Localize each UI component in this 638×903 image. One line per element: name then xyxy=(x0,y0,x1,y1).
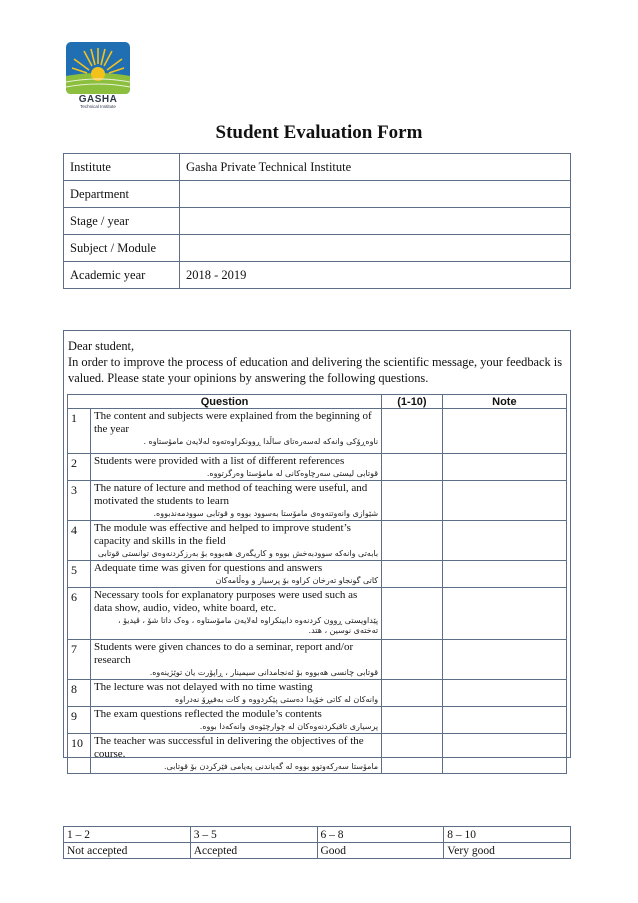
intro-greeting: Dear student, xyxy=(68,339,135,353)
info-value[interactable]: 2018 - 2019 xyxy=(180,262,571,289)
page-title: Student Evaluation Form xyxy=(215,122,423,143)
question-text-ku: وانەکان لە کاتی خۆیدا دەستی پێکردووە و کات بەفیڕۆ نەدراوە xyxy=(175,695,379,704)
info-value[interactable] xyxy=(180,235,571,262)
question-text-en: The nature of lecture and method of teaching were useful, and motivated the students to learn xyxy=(93,482,368,507)
score-cell[interactable] xyxy=(382,640,443,680)
question-text-en: Necessary tools for explanatory purposes were used such as data show, audio, video, white board, etc. xyxy=(93,589,358,614)
question-number: 5 xyxy=(68,561,91,588)
info-label: Institute xyxy=(64,154,180,181)
scale-label: Accepted xyxy=(190,843,317,859)
logo-subtitle: Technical Institute xyxy=(80,104,116,109)
info-label: Department xyxy=(64,181,180,208)
question-text-ku: قوتابی لیستی سەرچاوەکانی لە مامۆستا وەرگرتووە. xyxy=(206,469,379,478)
note-cell[interactable] xyxy=(442,521,566,561)
question-cell xyxy=(90,707,381,734)
logo-name: GASHA xyxy=(78,94,118,105)
question-row xyxy=(68,734,567,774)
question-text-en: The module was effective and helped to improve student’s capacity and skills in the field xyxy=(93,522,351,547)
question-text-ku: پرسیاری تاقیکردنەوەکان لە چوارچێوەی وانەکەدا بووە. xyxy=(199,722,379,731)
question-text-en: The content and subjects were explained from the beginning of the year xyxy=(93,410,372,435)
score-cell[interactable] xyxy=(382,734,443,774)
scale-range: 3 – 5 xyxy=(190,827,317,843)
question-text-ku: کاتی گونجاو تەرخان کراوە بۆ پرسیار و وەڵامەکان xyxy=(215,576,379,585)
institute-logo xyxy=(62,40,134,122)
question-number: 4 xyxy=(68,521,91,561)
question-cell xyxy=(90,481,381,521)
info-row xyxy=(64,208,571,235)
question-text-ku: ناوەڕۆکی وانەکە لەسەرەتای ساڵدا ڕوونکراوەتەوە لەلایەن مامۆستاوە . xyxy=(143,437,379,446)
scale-label: Not accepted xyxy=(64,843,191,859)
intro-text xyxy=(68,338,564,386)
question-text-ku: پێداویستی ڕوون کردنەوە دابینکراوە لەلایەن مامۆستاوە ، وەک داتا شۆ ، ڤیدیۆ ، تەختەی نوسین ، هتد. xyxy=(117,616,379,635)
question-cell xyxy=(90,561,381,588)
question-row xyxy=(68,481,567,521)
question-number: 1 xyxy=(68,409,91,454)
score-header: (1-10) xyxy=(382,395,443,409)
info-label: Stage / year xyxy=(64,208,180,235)
scale-label: Good xyxy=(317,843,444,859)
note-cell[interactable] xyxy=(442,680,566,707)
question-row xyxy=(68,561,567,588)
note-cell[interactable] xyxy=(442,588,566,640)
question-text-en: Students were provided with a list of different references xyxy=(93,455,345,467)
score-cell[interactable] xyxy=(382,409,443,454)
question-row xyxy=(68,707,567,734)
info-row xyxy=(64,235,571,262)
question-text-en: The teacher was successful in delivering the objectives of the course. xyxy=(93,735,364,760)
info-label: Academic year xyxy=(64,262,180,289)
question-row xyxy=(68,588,567,640)
score-cell[interactable] xyxy=(382,588,443,640)
scale-range: 1 – 2 xyxy=(64,827,191,843)
question-text-ku: شێوازی وانەوتنەوەی مامۆستا بەسوود بووە و قوتابی سوودمەندبووە. xyxy=(153,509,379,518)
question-text-ku: مامۆستا سەرکەوتوو بووە لە گەیاندنی پەیامی فێرکردن بۆ قوتابی. xyxy=(163,762,379,771)
info-row xyxy=(64,181,571,208)
note-cell[interactable] xyxy=(442,734,566,774)
note-cell[interactable] xyxy=(442,481,566,521)
score-cell[interactable] xyxy=(382,561,443,588)
question-cell xyxy=(90,640,381,680)
score-cell[interactable] xyxy=(382,707,443,734)
scale-ranges-row xyxy=(64,827,571,843)
info-value[interactable] xyxy=(180,208,571,235)
score-cell[interactable] xyxy=(382,680,443,707)
question-row xyxy=(68,409,567,454)
info-label: Subject / Module xyxy=(64,235,180,262)
note-cell[interactable] xyxy=(442,561,566,588)
question-table-header xyxy=(68,395,567,409)
question-text-en: Adequate time was given for questions and answers xyxy=(93,562,323,574)
question-cell xyxy=(90,680,381,707)
question-number: 8 xyxy=(68,680,91,707)
scale-range: 8 – 10 xyxy=(444,827,571,843)
question-number: 3 xyxy=(68,481,91,521)
info-value[interactable]: Gasha Private Technical Institute xyxy=(180,154,571,181)
sunburst-logo-icon xyxy=(62,40,134,96)
rating-scale-table xyxy=(63,826,571,859)
note-cell[interactable] xyxy=(442,454,566,481)
note-cell[interactable] xyxy=(442,707,566,734)
score-cell[interactable] xyxy=(382,454,443,481)
question-row xyxy=(68,454,567,481)
question-number: 9 xyxy=(68,707,91,734)
question-row xyxy=(68,521,567,561)
question-text-en: The exam questions reflected the module’s contents xyxy=(93,708,322,720)
intro-paragraph: In order to improve the process of education and delivering the scientific message, your feedback is valued. Please state your opinions by answering the following questions. xyxy=(68,355,563,385)
score-cell[interactable] xyxy=(382,521,443,561)
question-text-ku: قوتابی چانسی هەبووە بۆ ئەنجامدانی سیمینار ، ڕاپۆرت یان توێژینەوە. xyxy=(149,668,379,677)
question-cell xyxy=(90,588,381,640)
question-number: 2 xyxy=(68,454,91,481)
question-number: 6 xyxy=(68,588,91,640)
question-text-en: The lecture was not delayed with no time wasting xyxy=(93,681,313,693)
question-header: Question xyxy=(68,395,382,409)
info-table xyxy=(63,153,571,289)
scale-label: Very good xyxy=(444,843,571,859)
question-text-ku: بابەتی وانەکە سوودبەخش بووە و کاریگەری هەبووە بۆ بەرزکردنەوەی توانستی قوتابی xyxy=(97,549,379,558)
question-cell xyxy=(90,521,381,561)
evaluation-section xyxy=(63,330,571,771)
question-cell xyxy=(90,734,381,774)
score-cell[interactable] xyxy=(382,481,443,521)
question-cell xyxy=(90,454,381,481)
info-row xyxy=(64,154,571,181)
question-number: 10 xyxy=(68,734,91,774)
question-number: 7 xyxy=(68,640,91,680)
note-cell[interactable] xyxy=(442,409,566,454)
scale-range: 6 – 8 xyxy=(317,827,444,843)
scale-labels-row xyxy=(64,843,571,859)
question-row xyxy=(68,680,567,707)
info-value[interactable] xyxy=(180,181,571,208)
info-row xyxy=(64,262,571,289)
question-text-en: Students were given chances to do a seminar, report and/or research xyxy=(93,641,354,666)
note-header: Note xyxy=(442,395,566,409)
question-table xyxy=(67,394,567,774)
note-cell[interactable] xyxy=(442,640,566,680)
question-row xyxy=(68,640,567,680)
question-cell xyxy=(90,409,381,454)
